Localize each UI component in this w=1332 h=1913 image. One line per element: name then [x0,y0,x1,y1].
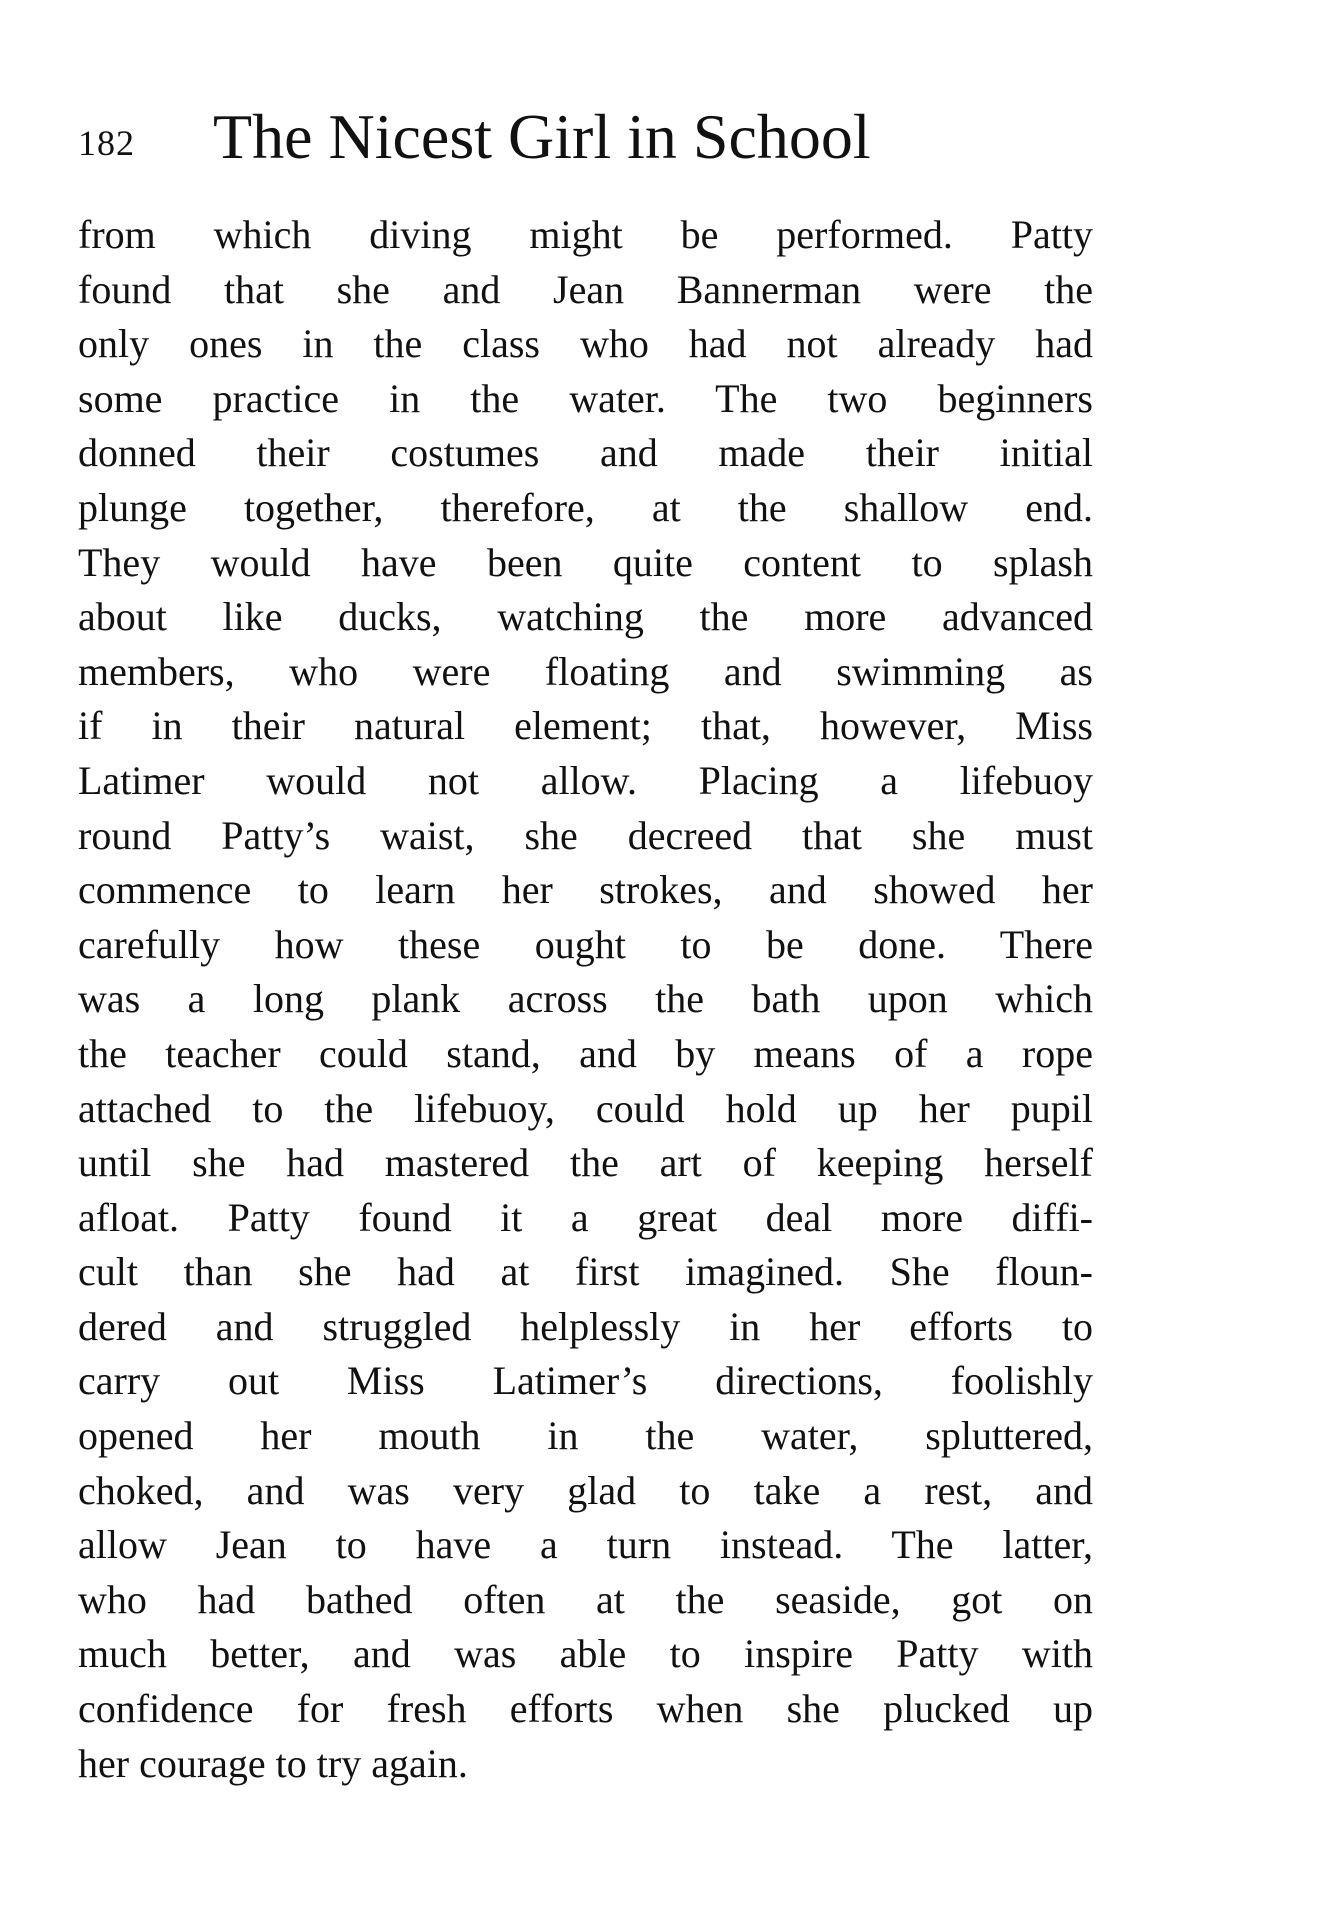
text-line: carry out Miss Latimer’s directions, foolishly [78,1358,1093,1404]
text-line: dered and struggled helplessly in her efforts to [78,1303,1093,1349]
text-line: was a long plank across the bath upon which [78,976,1093,1022]
text-line: plunge together, therefore, at the shallow end. [78,484,1093,530]
text-line: attached to the lifebuoy, could hold up her pupil [78,1085,1093,1131]
text-line: until she had mastered the art of keeping herself [78,1140,1093,1186]
text-line: about like ducks, watching the more advanced [78,594,1093,640]
text-line: Latimer would not allow. Placing a lifebuoy [78,757,1093,803]
body-text [78,208,1093,1791]
text-line: her courage to try again. [78,1740,468,1786]
text-line: the teacher could stand, and by means of a rope [78,1030,1093,1076]
running-title: The Nicest Girl in School [213,101,871,172]
text-line: donned their costumes and made their initial [78,430,1093,476]
text-line: some practice in the water. The two beginners [78,375,1093,421]
text-line: carefully how these ought to be done. There [78,921,1093,967]
text-line: round Patty’s waist, she decreed that she must [78,812,1093,858]
text-line: members, who were floating and swimming as [78,648,1093,694]
text-line: only ones in the class who had not already had [78,321,1093,367]
text-line: commence to learn her strokes, and showed her [78,867,1093,913]
text-line: opened her mouth in the water, spluttered, [78,1413,1093,1459]
text-line: if in their natural element; that, however, Miss [78,703,1093,749]
text-line: They would have been quite content to splash [78,539,1093,585]
text-line: afloat. Patty found it a great deal more diffi- [78,1194,1093,1240]
text-line: from which diving might be performed. Patty [78,212,1093,257]
text-line: cult than she had at first imagined. She floun- [78,1249,1093,1295]
text-line: confidence for fresh efforts when she plucked up [78,1686,1093,1732]
page-number: 182 [78,123,135,163]
text-line: choked, and was very glad to take a rest, and [78,1467,1093,1513]
text-line: allow Jean to have a turn instead. The latter, [78,1522,1093,1568]
page-header [78,100,1098,180]
text-line: who had bathed often at the seaside, got on [78,1576,1093,1622]
text-line: found that she and Jean Bannerman were the [78,266,1093,312]
text-line: much better, and was able to inspire Patty with [78,1631,1093,1677]
